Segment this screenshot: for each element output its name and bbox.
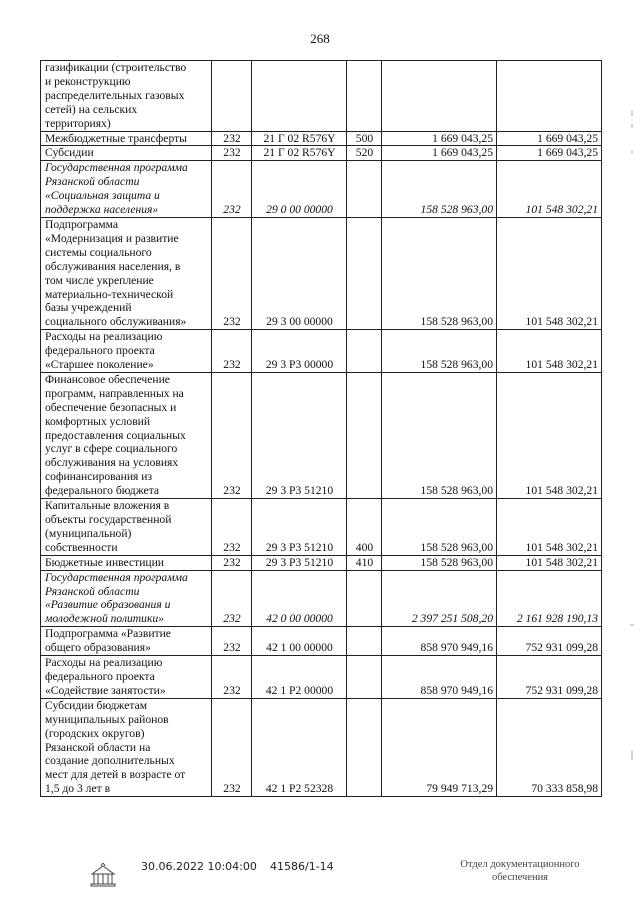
row-sum-2: 752 931 099,28 <box>497 656 602 699</box>
budget-table <box>40 60 602 797</box>
row-name <box>41 372 212 498</box>
row-kind: 400 <box>347 499 382 556</box>
row-name <box>41 627 212 656</box>
footer-doc-number: 41586/1-14 <box>270 860 334 873</box>
row-name-line: сетей) на сельских <box>45 102 138 116</box>
row-name-line: Рязанской области <box>45 175 140 189</box>
row-name-line: «Социальная защита и <box>45 189 160 203</box>
row-article: 29 3 P3 00000 <box>252 330 347 373</box>
row-code: 232 <box>212 330 252 373</box>
budget-table-body <box>41 61 602 797</box>
row-name-line: Финансовое обеспечение <box>45 372 170 386</box>
row-name-line: материально-технической <box>45 287 174 301</box>
table-row <box>41 131 602 146</box>
row-name-line: Субсидии бюджетам <box>45 698 148 712</box>
row-name-line: молодежной политики» <box>45 612 164 626</box>
row-kind: 410 <box>347 555 382 570</box>
row-name-line: и реконструкцию <box>45 74 131 88</box>
row-name-line: «Развитие образования и <box>45 598 171 612</box>
row-name-line: газификации (строительство <box>45 61 187 74</box>
row-sum-1: 158 528 963,00 <box>382 330 497 373</box>
row-name <box>41 555 212 570</box>
row-name-line: Рязанской области <box>45 584 140 598</box>
row-code: 232 <box>212 161 252 218</box>
row-code: 232 <box>212 627 252 656</box>
row-name-line: услуг в сфере социального <box>45 442 178 456</box>
row-name-line: Расходы на реализацию <box>45 656 163 670</box>
row-sum-1 <box>382 61 497 132</box>
row-name-line: федерального бюджета <box>45 484 160 498</box>
row-name <box>41 146 212 161</box>
row-name-line: создание дополнительных <box>45 754 175 768</box>
row-article: 42 1 00 00000 <box>252 627 347 656</box>
row-article: 42 1 P2 52328 <box>252 698 347 796</box>
row-code: 232 <box>212 217 252 329</box>
row-sum-1: 858 970 949,16 <box>382 656 497 699</box>
row-name-line: поддержка населения» <box>45 203 159 217</box>
row-sum-2 <box>497 61 602 132</box>
row-name <box>41 161 212 218</box>
row-name-line: муниципальных районов <box>45 712 169 726</box>
page-number: 268 <box>310 31 330 46</box>
row-name-line: «Содействие занятости» <box>45 683 166 697</box>
row-name <box>41 570 212 627</box>
table-row <box>41 656 602 699</box>
row-code: 232 <box>212 131 252 146</box>
margin-scan-marks <box>628 110 636 870</box>
row-sum-2: 101 548 302,21 <box>497 161 602 218</box>
row-name-line: собственности <box>45 540 118 554</box>
row-sum-1: 158 528 963,00 <box>382 372 497 498</box>
row-sum-2: 101 548 302,21 <box>497 499 602 556</box>
row-name <box>41 61 212 132</box>
row-name-line: общего образования» <box>45 641 151 655</box>
row-name-line: Капитальные вложения в <box>45 499 170 513</box>
row-article: 21 Г 02 R576Y <box>252 131 347 146</box>
table-row <box>41 330 602 373</box>
row-name-line: (муниципальной) <box>45 526 132 540</box>
row-article <box>252 61 347 132</box>
row-name-line: объекты государственной <box>45 513 172 526</box>
row-sum-2: 101 548 302,21 <box>497 330 602 373</box>
row-kind <box>347 570 382 627</box>
row-kind <box>347 161 382 218</box>
row-kind: 500 <box>347 131 382 146</box>
row-sum-1: 158 528 963,00 <box>382 555 497 570</box>
table-row <box>41 217 602 329</box>
row-name-line: Межбюджетные трансферты <box>45 131 187 145</box>
row-sum-1: 158 528 963,00 <box>382 499 497 556</box>
row-name-line: «Модернизация и развитие <box>45 231 179 245</box>
row-name-line: Подпрограмма «Развитие <box>45 627 171 641</box>
row-name-line: базы учреждений <box>45 301 132 315</box>
row-name-line: обеспечение безопасных и <box>45 400 177 414</box>
row-code: 232 <box>212 570 252 627</box>
row-sum-2: 101 548 302,21 <box>497 555 602 570</box>
row-name <box>41 131 212 146</box>
row-kind <box>347 372 382 498</box>
table-row <box>41 570 602 627</box>
row-sum-2: 752 931 099,28 <box>497 627 602 656</box>
row-sum-1: 158 528 963,00 <box>382 161 497 218</box>
row-name-line: Подпрограмма <box>45 217 118 231</box>
row-sum-1: 2 397 251 508,20 <box>382 570 497 627</box>
row-name-line: предоставления социальных <box>45 428 186 442</box>
row-sum-2: 70 333 858,98 <box>497 698 602 796</box>
row-name-line: программ, направленных на <box>45 386 184 400</box>
row-code: 232 <box>212 146 252 161</box>
row-name <box>41 698 212 796</box>
row-sum-1: 79 949 713,29 <box>382 698 497 796</box>
row-name-line: (городских округов) <box>45 726 145 740</box>
row-name-line: Бюджетные инвестиции <box>45 555 165 569</box>
row-kind: 520 <box>347 146 382 161</box>
table-row <box>41 555 602 570</box>
row-name-line: том числе укрепление <box>45 273 154 287</box>
row-article: 42 1 P2 00000 <box>252 656 347 699</box>
row-sum-2: 101 548 302,21 <box>497 217 602 329</box>
row-article: 29 3 P3 51210 <box>252 372 347 498</box>
table-row <box>41 499 602 556</box>
row-name-line: федерального проекта <box>45 344 155 358</box>
row-article: 42 0 00 00000 <box>252 570 347 627</box>
footer-datetime: 30.06.2022 10:04:00 <box>141 860 257 873</box>
row-code: 232 <box>212 372 252 498</box>
row-name-line: Государственная программа <box>45 570 188 584</box>
row-kind <box>347 330 382 373</box>
row-name-line: территориях) <box>45 116 111 130</box>
row-name <box>41 330 212 373</box>
row-sum-2: 1 669 043,25 <box>497 146 602 161</box>
row-name <box>41 499 212 556</box>
row-code: 232 <box>212 499 252 556</box>
table-row <box>41 698 602 796</box>
row-code: 232 <box>212 656 252 699</box>
row-name-line: распределительных газовых <box>45 88 185 102</box>
row-sum-1: 858 970 949,16 <box>382 627 497 656</box>
row-name-line: комфортных условий <box>45 414 151 428</box>
row-name-line: мест для детей в возрасте от <box>45 768 186 782</box>
row-name-line: обслуживания на условиях <box>45 456 179 470</box>
row-kind <box>347 217 382 329</box>
row-code: 232 <box>212 698 252 796</box>
stamp-line-2: обеспечения <box>491 872 549 883</box>
row-article: 29 0 00 00000 <box>252 161 347 218</box>
row-article: 29 3 P3 51210 <box>252 499 347 556</box>
row-code <box>212 61 252 132</box>
stamp-line-1: Отдел документационного <box>460 859 580 870</box>
row-sum-2: 101 548 302,21 <box>497 372 602 498</box>
row-name-line: 1,5 до 3 лет в <box>45 782 111 796</box>
row-name <box>41 217 212 329</box>
row-sum-2: 1 669 043,25 <box>497 131 602 146</box>
row-kind <box>347 698 382 796</box>
row-name-line: системы социального <box>45 245 152 259</box>
table-row <box>41 627 602 656</box>
row-code: 232 <box>212 555 252 570</box>
row-kind <box>347 656 382 699</box>
row-article: 21 Г 02 R576Y <box>252 146 347 161</box>
row-name-line: Субсидии <box>45 146 94 160</box>
row-article: 29 3 00 00000 <box>252 217 347 329</box>
table-row <box>41 161 602 218</box>
row-name-line: софинансирования из <box>45 470 153 484</box>
row-name <box>41 656 212 699</box>
row-sum-2: 2 161 928 190,13 <box>497 570 602 627</box>
row-name-line: федерального проекта <box>45 669 155 683</box>
row-name-line: социального обслуживания» <box>45 315 187 329</box>
duma-emblem-icon <box>88 860 118 888</box>
table-row <box>41 61 602 132</box>
row-name-line: «Старшее поколение» <box>45 358 154 372</box>
table-row <box>41 146 602 161</box>
row-sum-1: 1 669 043,25 <box>382 146 497 161</box>
row-name-line: Государственная программа <box>45 161 188 175</box>
row-kind <box>347 61 382 132</box>
row-kind <box>347 627 382 656</box>
row-name-line: обслуживания населения, в <box>45 259 181 273</box>
row-name-line: Расходы на реализацию <box>45 330 163 344</box>
department-stamp <box>445 858 595 884</box>
row-sum-1: 158 528 963,00 <box>382 217 497 329</box>
row-name-line: Рязанской области на <box>45 740 151 754</box>
row-article: 29 3 P3 51210 <box>252 555 347 570</box>
table-row <box>41 372 602 498</box>
row-sum-1: 1 669 043,25 <box>382 131 497 146</box>
